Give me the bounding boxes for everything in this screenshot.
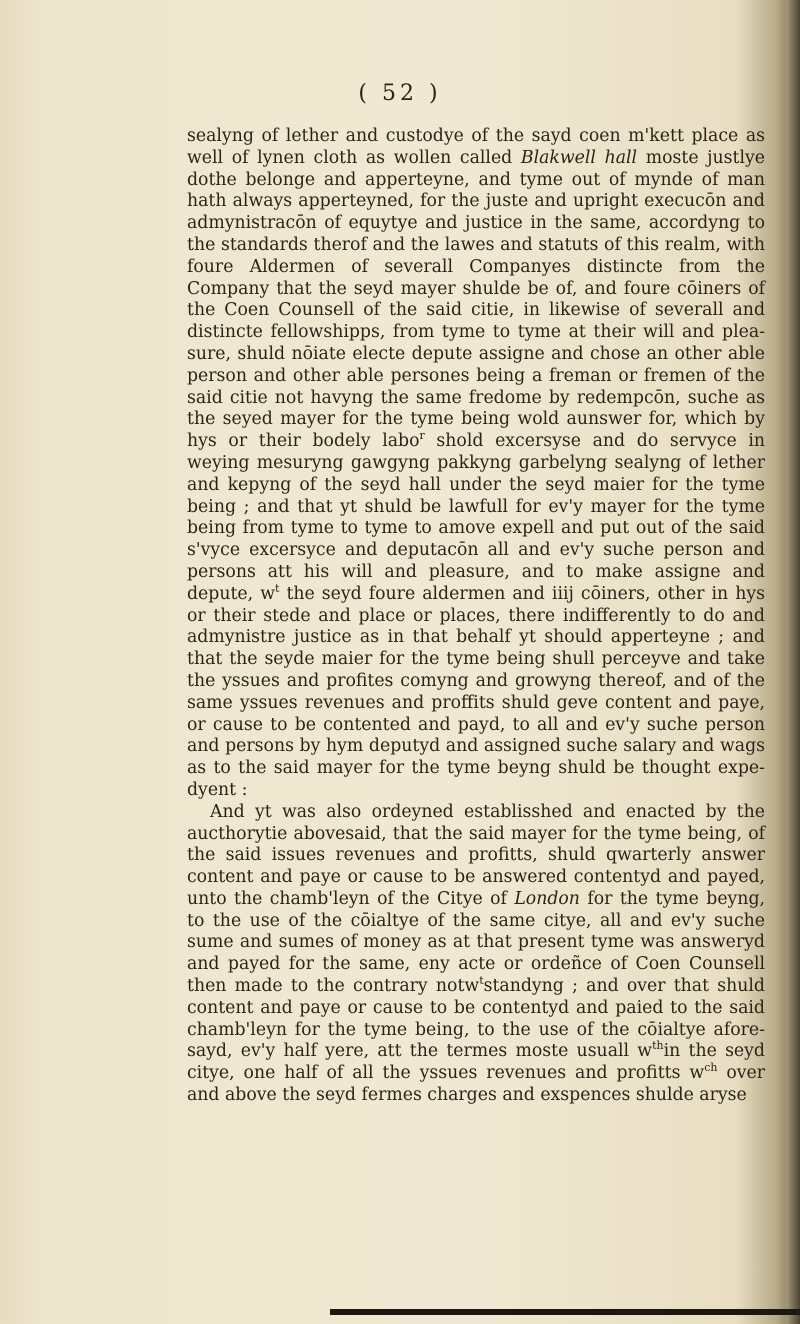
- paragraph-text: the seyd foure aldermen and iiij cōiners, other in hys or their stede and place or places, there indifferently to do and admynistre justice as in that behalf yt should apperteyne ; and that the seyde maier for the tyme being shull perceyve and take the yssues and profites comyng and growyng thereof, and of the same yssues revenues and proffits shuld geve content and paye, or cause to be contented and payd, to all and ev'y suche person and persons by hym deputyd and assigned suche salary and wags as to the said mayer for the tyme beyng shuld be thought expe- dyent :: [187, 583, 765, 800]
- paragraph-text: And yt was also ordeyned establisshed and enacted by the aucthorytie abovesaid, that the said mayer for the tyme being, of the said issues revenues and profitts, shuld qwarterly answer content and paye or cause to be answered contentyd and payed, unto the chamb'leyn of the Citye of: [187, 801, 765, 909]
- superscript-text: th: [652, 1039, 664, 1053]
- page-edge-shadow: [786, 0, 800, 1324]
- italic-text: London: [514, 888, 580, 909]
- superscript-text: t: [274, 581, 280, 595]
- paragraph-text: for the tyme beyng, to the use of the cōialtye of the same citye, all and ev'y suche sume and sumes of money as at that present tyme was answeryd and payed for the same, eny acte or ordeñce of Coen Counsell then made to the contrary notw: [187, 888, 765, 997]
- paragraph-text: shold excersyse and do servyce in weying mesuryng gawgyng pakkyng garbelyng sealyng of lether and kepyng of the seyd hall under the seyd maier for the tyme being ; and that yt shuld be lawfull for ev'y mayer for the tyme being from tyme to tyme to amove expell and put out of the said s'vyce excersyce and deputacōn all and ev'y suche person and persons att his will and pleasure, and to make assigne and depute, w: [187, 431, 765, 604]
- paragraph: [187, 802, 765, 1107]
- bottom-edge-rule: [330, 1309, 800, 1315]
- superscript-text: ch: [704, 1061, 718, 1075]
- paragraph-text: in the seyd citye, one half of all the yssues revenues and profitts w: [187, 1041, 765, 1084]
- paragraph-text: moste justlye dothe belonge and apperteyne, and tyme out of mynde of man hath always apperteyned, for the juste and upright execucōn and admynistracōn of equytye and justice in the same, accordyng to the standards therof and the lawes and statuts of this realm, with foure Aldermen of severall Companyes distincte from the Company that the seyd mayer shulde be of, and foure cōiners of the Coen Counsell of the said citie, in likewise of severall and distincte fellowshipps, from tyme to tyme at their will and plea- sure, shuld nōiate electe depute assigne and chose an other able person and other able persones being a freman or fremen of the said citie not havyng the same fredome by redempcōn, suche as the seyed mayer for the tyme being wold aunswer for, which by hys or their bodely labo: [187, 147, 765, 452]
- italic-text: Blakwell hall: [520, 147, 638, 168]
- superscript-text: t: [479, 974, 484, 988]
- paragraph-text: over and above the seyd fermes charges and exspences shulde aryse: [187, 1063, 766, 1106]
- paragraph-text: standyng ; and over that shuld content and paye or cause to be contentyd and paied to the said chamb'leyn for the tyme being, to the use of the cōialtye afore- sayd, ev'y half yere, att the termes moste usuall w: [187, 976, 765, 1062]
- paragraph: [187, 126, 765, 802]
- paragraph-text: sealyng of lether and custodye of the sayd coen m'kett place as well of lynen cloth as wollen called: [187, 126, 765, 168]
- body-text: [187, 126, 765, 1107]
- superscript-text: r: [419, 429, 425, 443]
- page-number: ( 52 ): [358, 81, 442, 106]
